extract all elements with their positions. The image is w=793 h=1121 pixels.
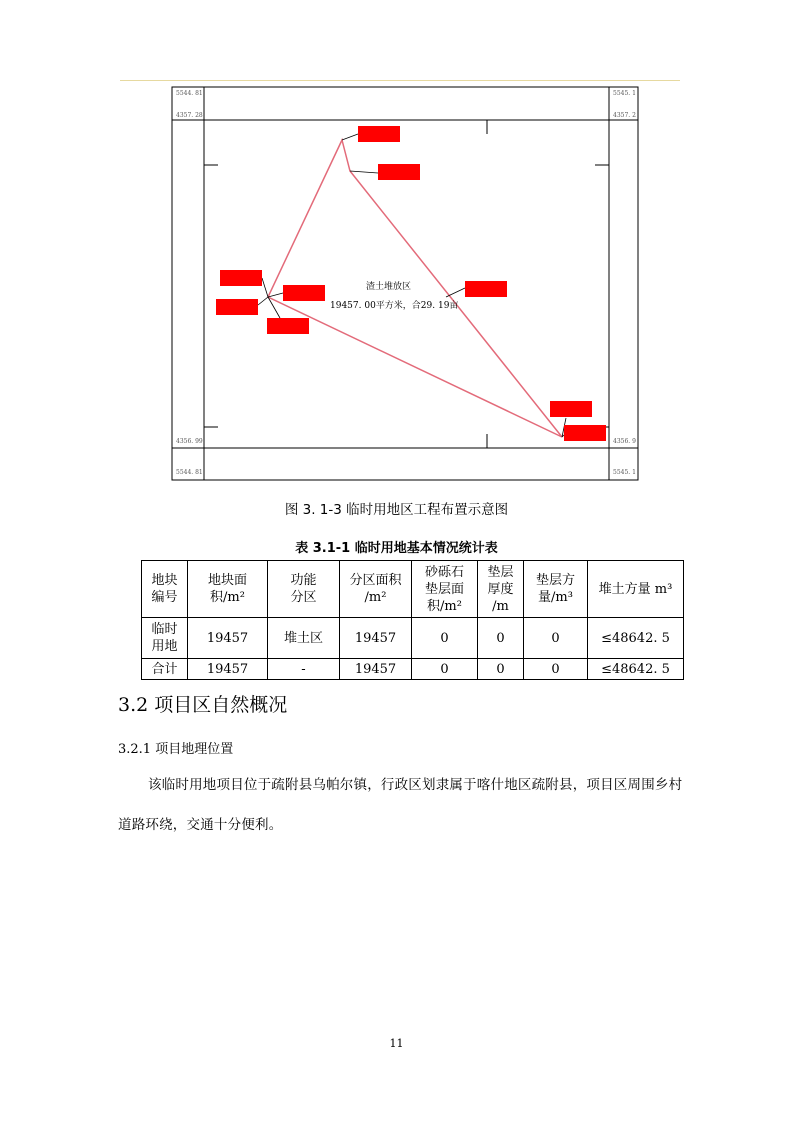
redaction-box-9 — [564, 425, 606, 441]
corner-label-br2: 5545. 1 — [613, 469, 636, 476]
table-cell: ≤48642. 5 — [588, 659, 684, 680]
land-use-table — [141, 560, 684, 680]
corner-label-tl1: 5544. 81 — [176, 90, 203, 97]
table-cell: 0 — [478, 659, 524, 680]
page-number: 11 — [389, 1037, 404, 1050]
area-value-label: 19457. 00平方米，合29. 19亩 — [330, 301, 459, 311]
area-name-label: 渣土堆放区 — [366, 282, 412, 292]
corner-label-tl2: 4357. 28 — [176, 112, 203, 119]
table-header-cell: 垫层 厚度 /m — [478, 561, 524, 618]
table-header-cell: 地块 编号 — [142, 561, 188, 618]
table-header-cell: 功能 分区 — [268, 561, 340, 618]
table-caption: 表 3.1-1 临时用地基本情况统计表 — [295, 541, 498, 556]
table-header-cell: 垫层方 量/m³ — [524, 561, 588, 618]
section-title: 3.2 项目区自然概况 — [118, 694, 288, 716]
leader-4 — [258, 297, 268, 305]
table-cell: 堆土区 — [268, 618, 340, 659]
table-cell: 19457 — [188, 618, 268, 659]
table-cell: 0 — [524, 659, 588, 680]
redaction-box-8 — [550, 401, 592, 417]
table-header-cell: 砂砾石 垫层面 积/m² — [412, 561, 478, 618]
redaction-box-4 — [216, 299, 258, 315]
table-cell: ≤48642. 5 — [588, 618, 684, 659]
table-row — [142, 659, 684, 680]
table-cell: 临时 用地 — [142, 618, 188, 659]
subsection-title: 3.2.1 项目地理位置 — [118, 742, 234, 757]
table-cell: 0 — [524, 618, 588, 659]
corner-label-tr2: 4357. 2 — [613, 112, 636, 119]
redaction-box-1 — [358, 126, 400, 142]
table-cell: 0 — [478, 618, 524, 659]
table-cell: - — [268, 659, 340, 680]
corner-label-br1: 4356. 9 — [613, 438, 636, 445]
location-paragraph: 该临时用地项目位于疏附县乌帕尔镇，行政区划隶属于喀什地区疏附县，项目区周围乡村道路环绕，交通十分便利。 — [118, 777, 683, 833]
redaction-box-2 — [378, 164, 420, 180]
table-cell: 19457 — [340, 618, 412, 659]
table-header-row — [142, 561, 684, 618]
table-header-cell: 分区面积 /m² — [340, 561, 412, 618]
table-row — [142, 618, 684, 659]
table-cell: 0 — [412, 618, 478, 659]
leader-1 — [342, 134, 358, 140]
table-cell: 0 — [412, 659, 478, 680]
corner-label-bl2: 5544. 81 — [176, 469, 203, 476]
redaction-box-3 — [220, 270, 262, 286]
table-cell: 合计 — [142, 659, 188, 680]
table-cell: 19457 — [188, 659, 268, 680]
corner-label-tr1: 5545. 1 — [613, 90, 636, 97]
table-cell: 19457 — [340, 659, 412, 680]
corner-label-bl1: 4356. 99 — [176, 438, 203, 445]
leader-2 — [350, 171, 378, 173]
redaction-box-6 — [267, 318, 309, 334]
table-header-cell: 堆土方量 m³ — [588, 561, 684, 618]
figure-caption: 图 3. 1-3 临时用地区工程布置示意图 — [284, 502, 509, 518]
leader-3 — [262, 278, 268, 297]
site-layout-map — [0, 0, 793, 500]
table-body — [142, 618, 684, 680]
table-header-cell: 地块面 积/m² — [188, 561, 268, 618]
redaction-box-7 — [465, 281, 507, 297]
leader-7 — [446, 288, 465, 297]
redaction-box-5 — [283, 285, 325, 301]
